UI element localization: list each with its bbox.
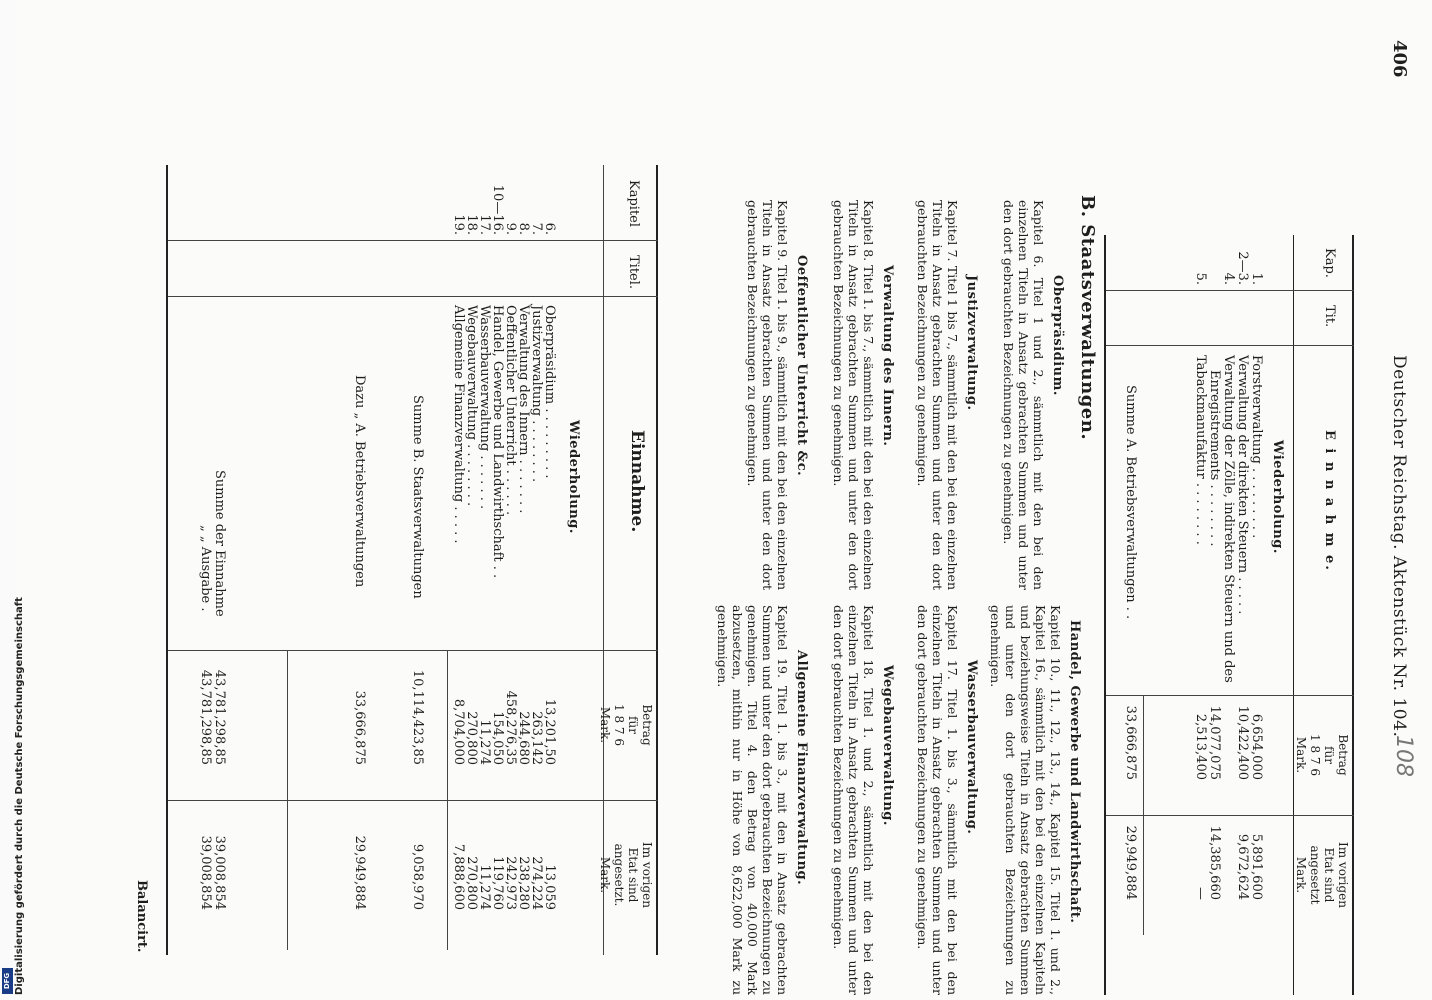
section-paragraph: Kapitel 9. Titel 1. bis 9., sämmtlich mit den bei den einzelnen Titeln in Ansatz gebrachten Summen und unter den dort gebrauchten Bezeichnungen zu genehmigen. [745,200,790,590]
section-paragraph: Kapitel 17. Titel 1. bis 3., sämmtlich mit den bei den einzelnen Titeln in Ansatz gebrachten Summen und unter den dort gebrauchten Bezeichnungen zu genehmigen. [915,605,960,995]
document-sheet [16,0,1416,1000]
table2-sumB-label: Summe B. Staatsverwaltungen [410,395,425,599]
table-row-text: Verwaltung der Zölle, indirekten Steuern und des [1221,355,1236,683]
document-title: Deutscher Reichstag. Aktenstück Nr. 104. [1389,355,1409,738]
balanced-note: Balancirt. [134,880,149,953]
table1-sum-prev: 29,949,884 [1123,825,1138,900]
table2-total-in-1876: 43,781,298,85 [212,669,227,765]
table2-col-kapitel: Kapitel [626,180,641,228]
table-row-kap: 5. [1193,272,1208,285]
table-row-prev: 274,224 [529,856,544,910]
table2-dazu-prev: 29,949,884 [352,835,367,910]
section-paragraph: Kapitel 8. Titel 1. bis 7., sämmtlich mit den bei den einzelnen Titeln in Ansatz gebrachten Summen und unter den dort gebrauchten Bezeichnungen zu genehmigen. [831,200,876,590]
table-row-prev: 238,280 [516,856,531,910]
table1-col-prev: Im vorigen Etat sind angesetzt Mark. [1294,841,1350,909]
table-row-kap: 18. [464,214,479,235]
table2-total-out-label: „ „ Ausgabe . [198,525,213,612]
table-row-prev: 5,891,600 [1249,833,1264,900]
section-heading: Wegebauverwaltung. [880,665,895,826]
table-row-prev: 11,274 [477,864,492,910]
table-row-prev: — [1193,887,1208,900]
table2-col-titel: Titel. [626,255,641,290]
table-row-text: Enregistrements . . . . . . . . [1207,370,1222,547]
table-row-text: Verwaltung des Innern . . . . . . . [516,305,531,514]
table2-col-main: Einnahme. [627,430,647,533]
table-row-kap: 10—16. [490,184,505,235]
table-row-prev: 14,385,660 [1207,825,1222,900]
section-heading: Oberpräsidium. [1050,275,1065,396]
table2-sumB-1876: 10,114,423,85 [410,669,425,765]
section-paragraph: Kapitel 7. Titel 1 bis 7., sämmtlich mit den bei den einzelnen Titeln in Ansatz gebrachten Summen und unter den dort gebrauchten Bezeichnungen zu genehmigen. [915,200,960,590]
table1-col-amount: Betrag für 1 8 7 6 Mark. [1294,734,1350,776]
section-heading: Allgemeine Finanzverwaltung. [794,650,809,886]
dfg-logo-icon: DFG [2,968,13,994]
table-row-text: Handel, Gewerbe und Landwirthschaft . . [490,305,505,579]
table-row-prev: 270,800 [464,856,479,910]
table-row-kap: 19. [451,214,466,235]
table2-total-in-prev: 39,008,854 [212,835,227,910]
table-row-text: Allgemeine Finanzverwaltung . . . . . [451,305,466,544]
table-row-kap: 1. [1249,272,1264,285]
table2-total-out-prev: 39,008,854 [198,835,213,910]
section-paragraph: Kapitel 19. Titel 1. bis 3., mit den in Ansatz gebrachten Summen und unter den dort gebrauchten Bezeichnungen zu genehmigen. Titel 4. den Betrag von 40,000 Mark abzusetzen, mithin nur in Höhe von 8,622,000 Mark zu genehmigen. [715,605,790,995]
table-row-text: Verwaltung der direkten Steuern . . . . . [1235,355,1250,615]
table-row-text: Forstverwaltung . . . . . . . . . [1249,355,1264,539]
section-heading: Justizverwaltung. [964,275,979,411]
table-row-1876: 458,276,35 [503,690,518,765]
rotated-page [16,0,1416,1000]
table2-sumB-prev: 9,058,970 [410,843,425,910]
table-row-text: Justizverwaltung . . . . . . . . [529,305,544,483]
table-row-1876: 11,274 [477,719,492,765]
page-number: 406 [1389,40,1410,78]
table-row-1876: 244,680 [516,711,531,765]
table-row-kap: 6. [542,222,557,235]
table2-dazu-1876: 33,666,875 [352,690,367,765]
funding-sidebar [0,0,25,1000]
table1-col-main: E i n n a h m e. [1322,430,1337,572]
handwritten-page-note: 108 [1391,735,1416,777]
table-row-1876: 10,422,400 [1235,705,1250,780]
table-row-text: Oberpräsidium . . . . . . . . . [542,305,557,479]
table-row-1876: 13,201,50 [542,698,557,765]
table-row-prev: 242,973 [503,856,518,910]
table1-col-kap: Kap. [1322,248,1337,278]
section-b-title: B. Staatsverwaltungen. [1077,195,1098,441]
table2-col-amount: Betrag für 1 8 7 6 Mark. [598,704,654,746]
table-row-1876: 2,513,400 [1193,713,1208,780]
table-row-1876: 270,800 [464,711,479,765]
section-paragraph: Kapitel 6. Titel 1 und 2., sämmtlich mit den bei den einzelnen Titeln in Ansatz gebrachten Summen und unter den dort gebrauchten Bezeichnungen zu genehmigen. [1001,200,1046,590]
table-row-1876: 8,704,000 [451,698,466,765]
table-row-kap: 17. [477,214,492,235]
table1-subtitle: Wiederholung. [1270,440,1285,554]
table2-dazu-label: Dazu „ A. Betriebsverwaltungen [352,375,367,588]
section-paragraph: Kapitel 18. Titel 1. und 2., sämmtlich mit den bei den einzelnen Titeln in Ansatz gebrachten Summen und unter den dort gebrauchten Bezeichnungen zu genehmigen. [831,605,876,995]
table-row-1876: 154,050 [490,711,505,765]
table-row-1876: 14,077,075 [1207,705,1222,780]
table-row-text: Wasserbauverwaltung . . . . . . . [477,305,492,510]
table2-col-prev: Im vorigen Etat sind angesetzt. Mark. [598,841,654,909]
table1-sum-label: Summe A. Betriebsverwaltungen . . [1123,385,1138,620]
table-row-prev: 7,888,600 [451,843,466,910]
table-row-prev: 119,760 [490,856,505,910]
funding-note: Digitalisierung gefördert durch die Deutsche Forschungsgemeinschaft [14,597,25,995]
table2-total-out-1876: 43,781,298,85 [198,669,213,765]
section-heading: Handel, Gewerbe und Landwirthschaft. [1067,620,1082,924]
table2-subtitle: Wiederholung. [566,420,581,534]
table-row-kap: 8. [516,222,531,235]
section-paragraph: Kapitel 10., 11., 12., 13., 14., Kapitel 15. Titel 1. und 2., Kapitel 16., sämmtlich mit den bei den einzelnen Kapiteln und beziehungsweise Titeln in Ansatz gebrachten Summen und unter den dort gebrauchten Bezeichnungen zu genehmigen. [988,605,1063,995]
table-row-kap: 4. [1221,272,1236,285]
table-row-kap: 7. [529,222,544,235]
table-row-prev: 9,672,624 [1235,833,1250,900]
table2-total-in-label: Summe der Einnahme [212,470,227,617]
section-heading: Oeffentlicher Unterricht &c. [794,255,809,477]
section-heading: Verwaltung des Innern. [880,265,895,447]
table-row-1876: 263,142 [529,711,544,765]
table-row-1876: 6,654,000 [1249,713,1264,780]
table-row-text: Oeffentlicher Unterricht . . . . . . [503,305,518,516]
section-heading: Wasserbauverwaltung. [964,660,979,835]
table-row-text: Tabackmanufaktur . . . . . . . . [1193,355,1208,545]
table1-sum-1876: 33,666,875 [1123,705,1138,780]
table-row-prev: 13,059 [542,864,557,910]
table-row-kap: 9. [503,222,518,235]
table-row-kap: 2—3. [1235,251,1250,285]
table-row-text: Wegebauverwaltung . . . . . . . . [464,305,479,507]
table1-col-tit: Tit. [1322,305,1337,328]
